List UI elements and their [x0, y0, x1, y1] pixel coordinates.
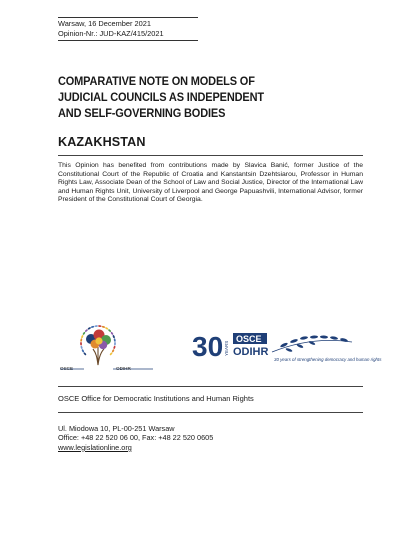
title-line: JUDICIAL COUNCILS AS INDEPENDENT — [58, 90, 264, 105]
tree-ring-leaf — [81, 349, 84, 353]
contributions-paragraph: This Opinion has benefited from contributions made by Slavica Banić, former Justice of the Constitutional Court of the Republic of Croatia and Kanstantsin Dzehtsiarou, Professor in Human Rights Law, Associate Dean of the School of Law and Social Justice, Director of the International Law and Human Rights Unit, University of Liverpool and George Papuashvili, International Advisor, former President of the Constitutional Court of Georgia. — [58, 162, 363, 204]
tree-ring-leaf — [87, 327, 91, 330]
thirty-osce-text: OSCE — [236, 334, 262, 344]
tree-ring-leaf — [80, 346, 83, 350]
footer-bottom-rule — [58, 412, 363, 413]
odihr-logo-left-caption: OSCE — [60, 366, 74, 371]
thirty-tagline: 30 years of strengthening democracy and human rights — [274, 357, 382, 362]
thirty-years-word: YEARS — [224, 340, 229, 356]
tree-ring-leaf — [81, 335, 84, 339]
tree-ring-leaf — [98, 325, 102, 327]
country-heading: KAZAKHSTAN — [58, 135, 146, 149]
thirty-years-logo — [192, 328, 382, 366]
tree-ring-leaf — [82, 331, 85, 335]
tree-ring-leaf — [94, 325, 98, 327]
tree-ring-leaf — [80, 342, 82, 345]
tree-ring-leaf — [109, 352, 113, 356]
office-name: OSCE Office for Democratic Institutions and Human Rights — [58, 394, 254, 403]
tree-ring-leaf — [91, 325, 95, 328]
title-line: AND SELF-GOVERNING BODIES — [58, 106, 226, 121]
tree-ring-leaf — [114, 338, 116, 342]
tree-ring-leaf — [102, 325, 106, 328]
title-line: COMPARATIVE NOTE ON MODELS OF — [58, 74, 255, 88]
odihr-logo-right-caption: ODIHR — [116, 366, 131, 371]
document-date: Warsaw, 16 December 2021 — [58, 19, 151, 28]
tree-ring-leaf — [112, 349, 115, 353]
document-title — [58, 73, 337, 122]
laurel-branch-icon — [272, 335, 352, 352]
thirty-number: 30 — [192, 331, 224, 362]
contributions-rule — [58, 155, 363, 156]
footer-top-rule — [58, 386, 363, 387]
tree-ring-leaf — [85, 329, 89, 333]
tree-ring-leaf — [114, 342, 116, 345]
postal-address: Ul. Miodowa 10, PL-00-251 Warsaw — [58, 424, 175, 433]
tree-ring-leaf — [108, 329, 112, 333]
tree-logo-graphic — [58, 323, 168, 373]
thirty-years-graphic — [192, 328, 382, 366]
tree-ring-leaf — [112, 335, 115, 339]
meta-bottom-rule — [58, 40, 198, 41]
tree-ring-leaf — [110, 331, 113, 335]
meta-top-rule — [58, 17, 198, 18]
odihr-tree-logo — [58, 323, 168, 373]
tree-ring-leaf — [113, 346, 116, 350]
tree-ring-leaf — [83, 352, 87, 356]
website-link[interactable]: www.legislationline.org — [58, 442, 132, 452]
phone-fax: Office: +48 22 520 06 00, Fax: +48 22 520 0605 — [58, 433, 214, 443]
contact-block — [58, 424, 213, 452]
tree-canopy-blob — [95, 337, 102, 344]
opinion-number: Opinion-Nr.: JUD-KAZ/415/2021 — [58, 29, 164, 38]
tree-ring-leaf — [105, 327, 109, 330]
document-meta — [58, 19, 198, 39]
tree-ring-leaf — [80, 338, 82, 342]
thirty-odihr-text: ODIHR — [233, 346, 269, 358]
